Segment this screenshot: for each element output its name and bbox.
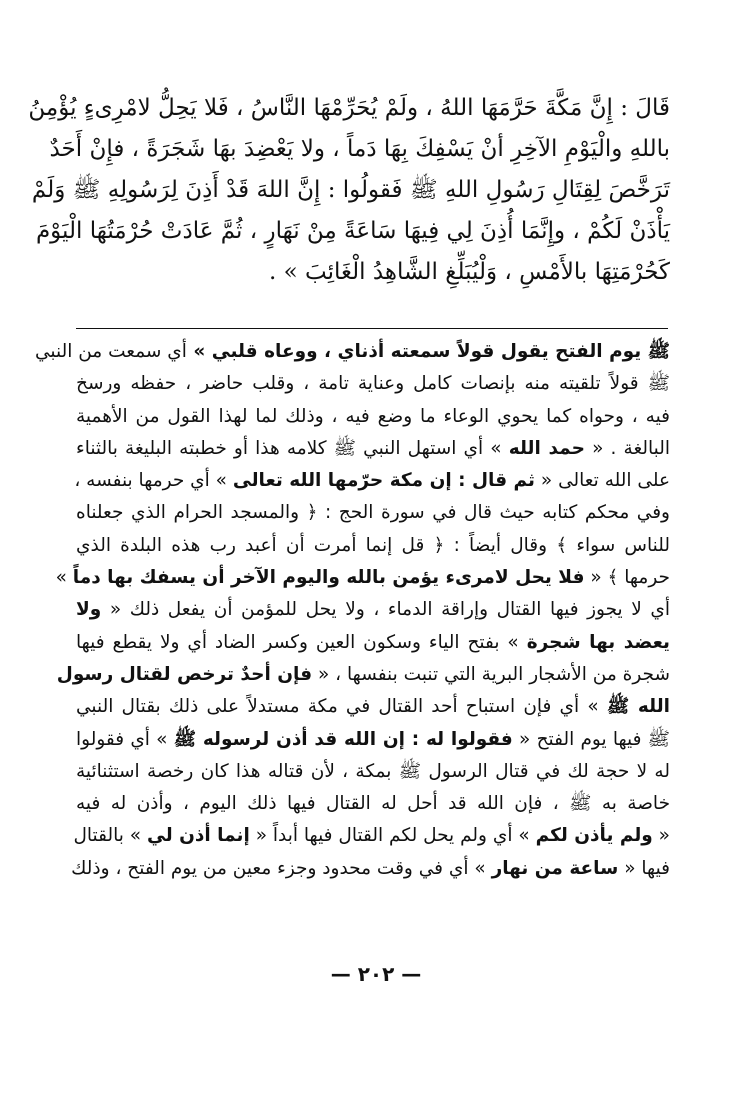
commentary-phrase: ﷺ فيها يوم الفتح « (512, 728, 670, 750)
commentary-phrase: على الله تعالى « (534, 470, 670, 492)
commentary-phrase: البالغة . « (584, 437, 671, 459)
commentary-phrase: حرمها ﴾ « (584, 567, 670, 589)
section-divider (76, 328, 668, 329)
commentary-line (76, 627, 670, 659)
commentary-line (76, 691, 670, 723)
commentary-phrase: فيه ، وحواه كما يحوي الوعاء ما وضع فيه ، وذلك لما لهذا القول من الأهمية (76, 405, 670, 427)
commentary-line (76, 497, 670, 529)
quoted-hadith-phrase: ساعة من نهار (491, 857, 619, 879)
quoted-hadith-phrase: فقولوا له : إن الله قد أذن لرسوله ﷺ (173, 728, 513, 750)
commentary-line (71, 853, 670, 885)
quoted-hadith-phrase: يعضد بها شجرة (526, 631, 671, 653)
commentary-phrase: له لا حجة لك في قتال الرسول ﷺ بمكة ، لأن قتاله هذا كان رخصة استثنائية (76, 760, 670, 782)
commentary-phrase: ﷺ قولاً تلقيته منه بإنصات كامل وعناية تامة ، وقلب حاضر ، حفظه ورسخ (76, 373, 670, 395)
quoted-hadith-phrase: ﷺ يوم الفتح يقول قولاً سمعته أذناي ، ووعاه قلبي » (186, 341, 670, 362)
commentary-line (76, 465, 670, 497)
commentary-phrase: » أي استهل النبي ﷺ كلامه هذا أو خطبته البليغة بالثناء (76, 437, 509, 459)
hadith-line: تَرَخَّصَ لِقِتَالِ رَسُولِ اللهِ ﷺ فَقولُوا : إِنَّ اللهَ قَدْ أَذِنَ لِرَسُولِهِ ﷺ وَلَمْ (31, 177, 670, 203)
commentary-line (76, 756, 670, 788)
hadith-line: يَأْذَنْ لَكُمْ ، وإِنَّمَا أُذِنَ لِي فِيهَا سَاعَةً مِنْ نَهَارٍ ، ثُمَّ عَادَتْ حُرْمَتُهَا الْيَوْمَ (35, 218, 670, 244)
commentary-line (76, 594, 670, 626)
commentary-phrase: فيها « (618, 857, 670, 879)
commentary-phrase: أي لا يجوز فيها القتال وإراقة الدماء ، ولا يحل للمؤمن أن يفعل ذلك « (101, 599, 670, 621)
commentary-line (34, 336, 670, 368)
commentary-phrase: خاصة به ﷺ ، فإن الله قد أحل له القتال فيها ذلك اليوم ، وأذن له فيه (76, 793, 670, 815)
quoted-hadith-phrase: ولا (76, 599, 102, 621)
commentary-line (76, 530, 670, 562)
quoted-hadith-phrase: إنما أذن لي (147, 825, 250, 847)
page-number: — ٢٠٢ — (330, 962, 422, 986)
hadith-line: قَالَ : إِنَّ مَكَّةَ حَرَّمَهَا اللهُ ، ولَمْ يُحَرِّمْهَا النَّاسُ ، فَلا يَحِلُّ لامْرِىءٍ يُؤْمِنُ (28, 95, 670, 121)
quoted-hadith-phrase: ثم قال : إن مكة حرّمها الله تعالى (232, 470, 535, 492)
commentary-line (76, 433, 670, 465)
commentary-line (56, 659, 670, 691)
commentary-phrase: أي سمعت من النبي (34, 341, 187, 362)
commentary-text (34, 336, 671, 885)
commentary-phrase: » (55, 567, 73, 589)
commentary-phrase: « (652, 825, 670, 847)
quoted-hadith-phrase: حمد الله (508, 437, 585, 459)
commentary-phrase: » أي فقولوا (76, 728, 174, 750)
quoted-hadith-phrase: فإن أحدٌ ترخص لقتال رسول (56, 663, 313, 685)
hadith-line: باللهِ والْيَوْمِ الآخِرِ أنْ يَسْفِكَ بِهَا دَماً ، ولا يَعْضِدَ بهَا شَجَرَةً ، فإِنْ أَحَدٌ (49, 136, 670, 162)
quoted-hadith-phrase: ولم يأذن لكم (535, 825, 653, 847)
commentary-phrase: » أي في وقت محدود وجزء معين من يوم الفتح ، وذلك (71, 857, 492, 879)
commentary-phrase: » بفتح الياء وسكون العين وكسر الضاد أي ولا يقطع فيها (76, 631, 527, 653)
commentary-line (55, 562, 670, 594)
commentary-phrase: وفي محكم كتابه حيث قال في سورة الحج : ﴿ والمسجد الحرام الذي جعلناه (76, 502, 670, 524)
commentary-line (73, 820, 670, 852)
hadith-text (28, 88, 670, 293)
commentary-line (76, 788, 670, 820)
quoted-hadith-phrase: فلا يحل لامرىء يؤمن بالله واليوم الآخر أن يسفك بها دماً (72, 567, 585, 589)
hadith-line: كَحُرْمَتِهَا بالأَمْسِ ، وَلْيُبَلِّغِ الشَّاهِدُ الْغَائِبَ » . (269, 259, 670, 285)
commentary-phrase: » أي حرمها بنفسه ، (74, 470, 233, 492)
commentary-phrase: للناس سواء ﴾ وقال أيضاً : ﴿ قل إنما أمرت أن أعبد رب هذه البلدة الذي (76, 534, 670, 556)
commentary-line (76, 724, 670, 756)
commentary-line (76, 401, 670, 433)
commentary-phrase: » أي ولم يحل لكم القتال فيها أبداً « (249, 825, 536, 847)
quoted-hadith-phrase: الله ﷺ (606, 696, 670, 718)
commentary-phrase: » بالقتال (73, 825, 147, 847)
commentary-line (76, 368, 670, 400)
commentary-phrase: » أي فإن استباح أحد القتال في مكة مستدلاً على ذلك بقتال النبي (76, 696, 607, 718)
commentary-phrase: شجرة من الأشجار البرية التي تنبت بنفسها ، « (312, 663, 670, 685)
